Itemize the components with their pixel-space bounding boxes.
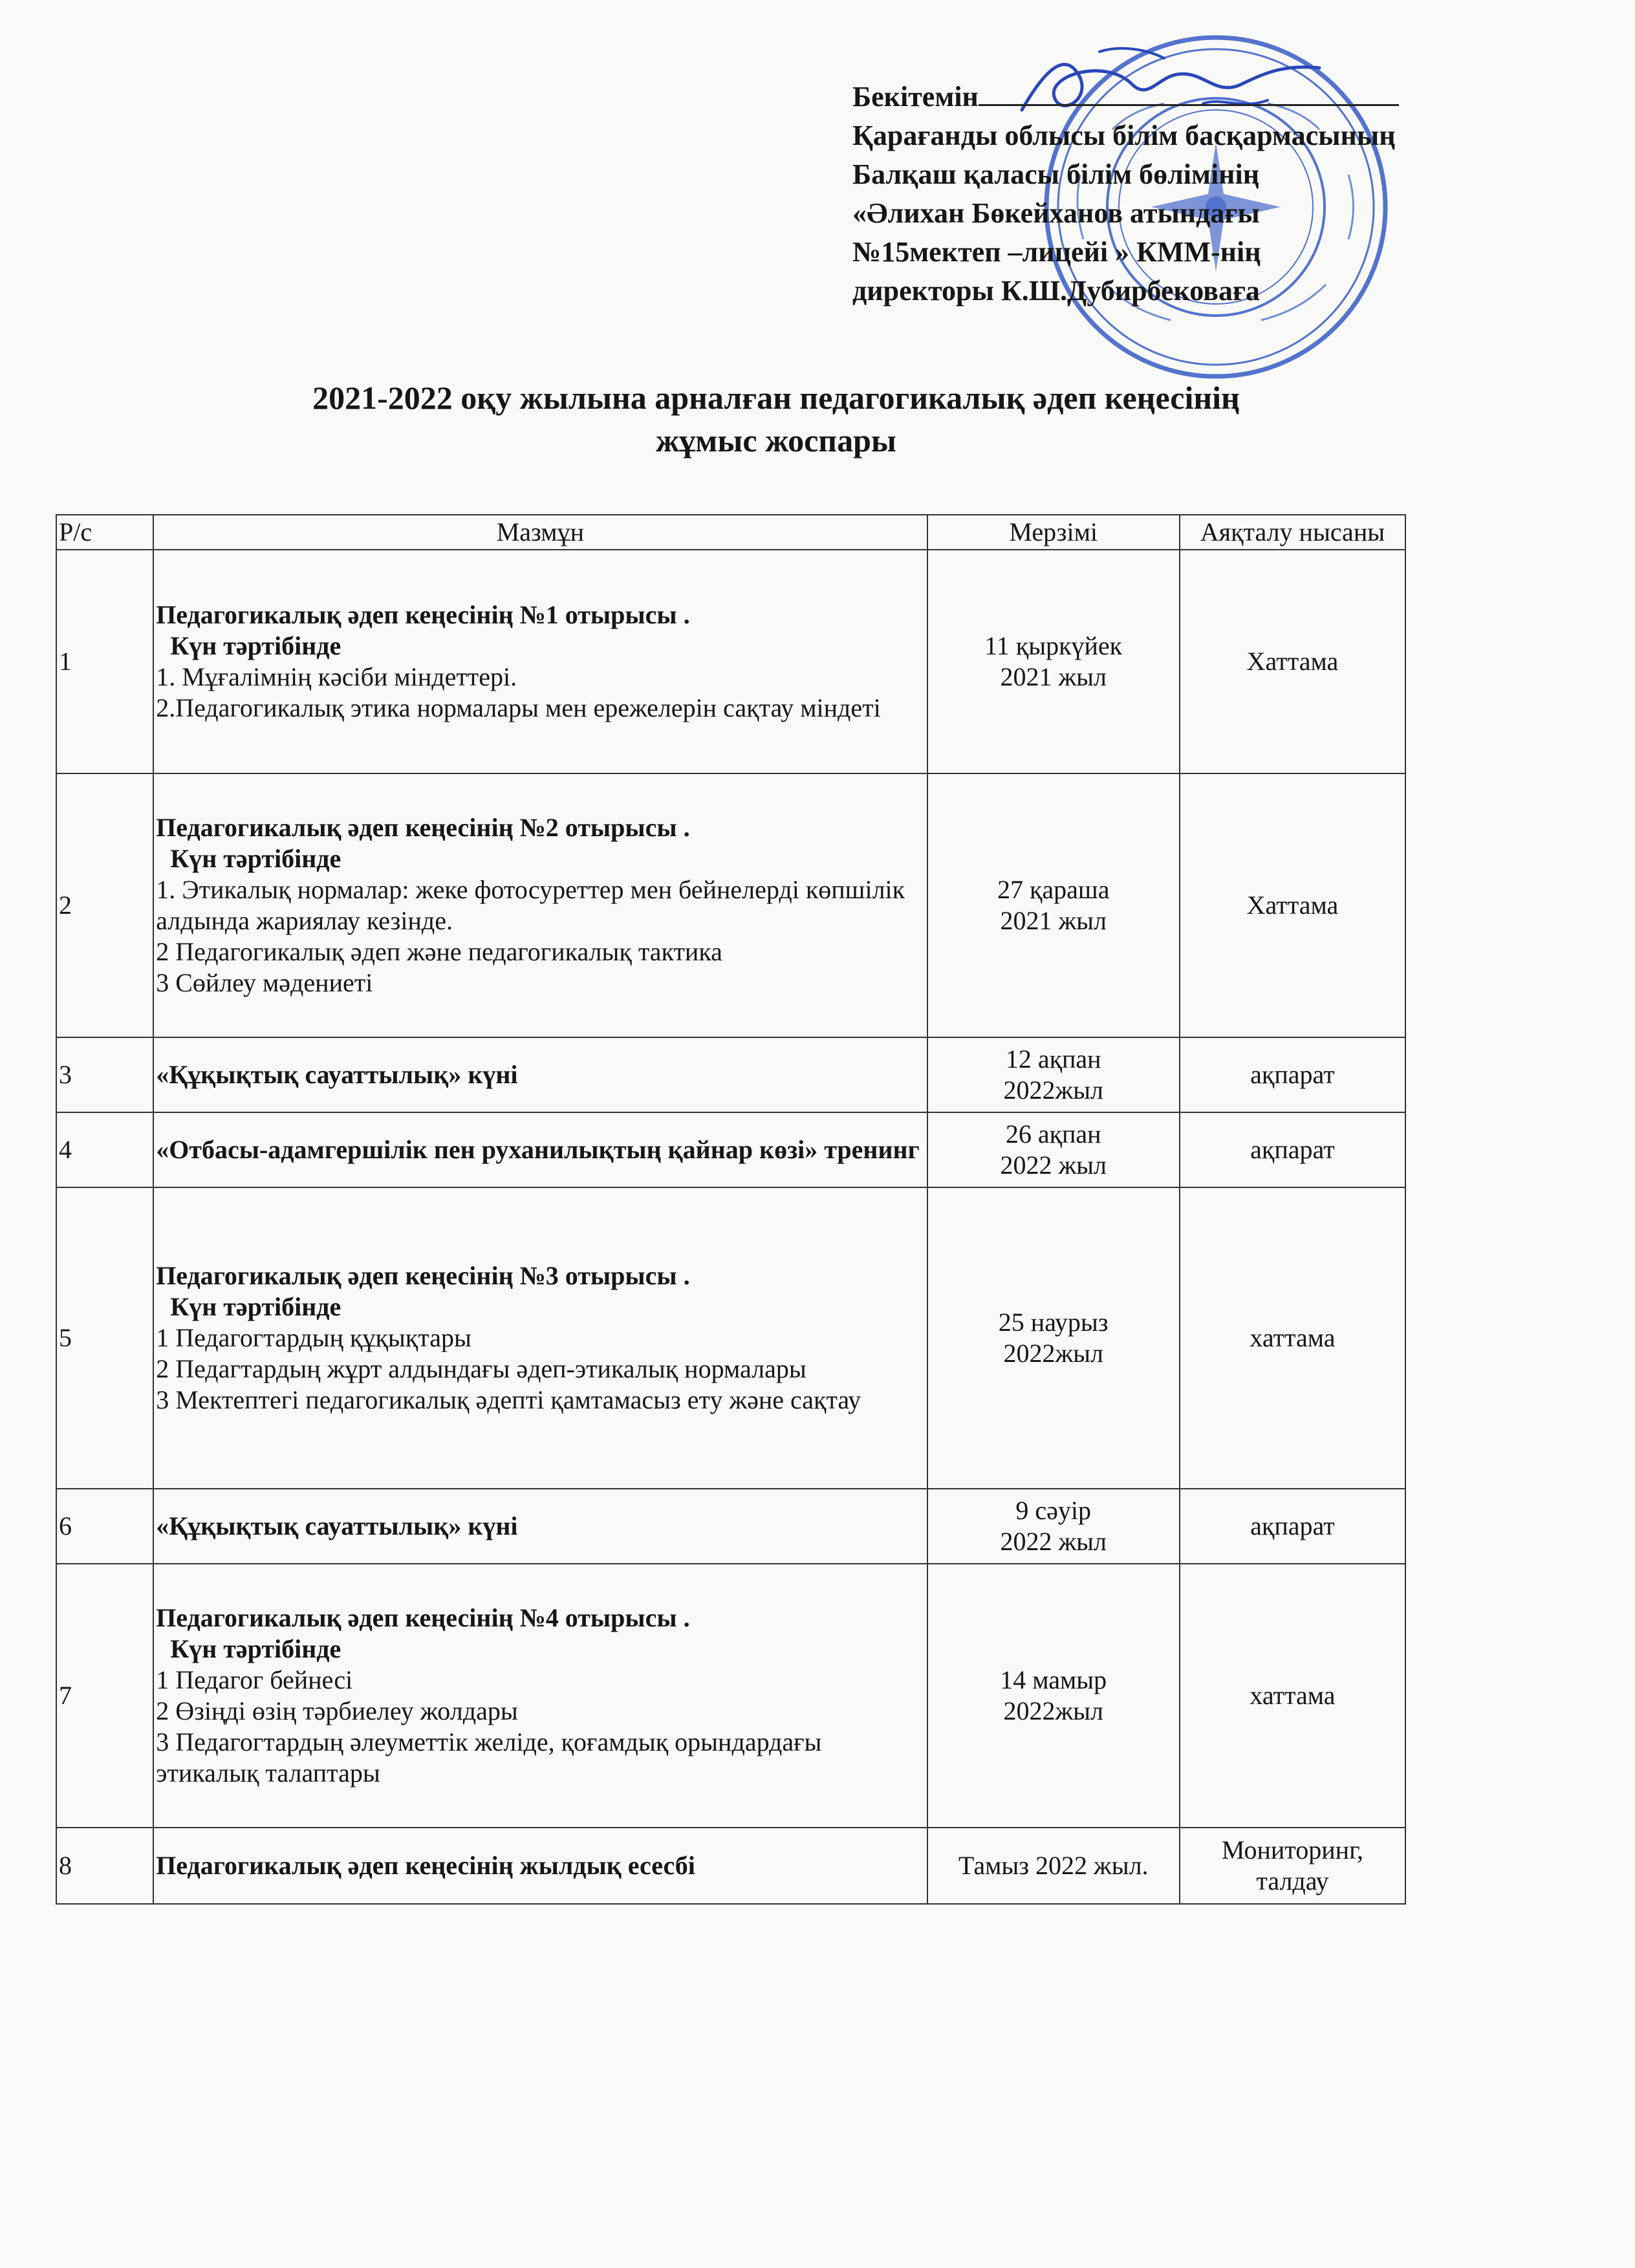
agenda-label: Күн тәртібінде (170, 1292, 341, 1321)
agenda-label: Күн тәртібінде (170, 631, 341, 660)
agenda-item: 3 Педагогтардың әлеуметтік желіде, қоғамдық орындардағы этикалық талаптары (156, 1727, 822, 1787)
agenda-item: 2 Өзіңді өзің тәрбиелеу жолдары (156, 1696, 518, 1725)
row-form: хаттама (1180, 1564, 1405, 1828)
row-form: ақпарат (1180, 1037, 1405, 1112)
date-line: 12 ақпан (1005, 1044, 1101, 1074)
header-content: Мазмұн (153, 515, 927, 550)
agenda-item: 1. Этикалық нормалар: жеке фотосуреттер мен бейнелерді көпшілік алдында жариялау кезінде. (156, 875, 905, 935)
date-line: 2021 жыл (1000, 662, 1107, 691)
agenda-label: Күн тәртібінде (170, 1634, 341, 1663)
row-content (153, 773, 927, 1037)
agenda-item: 1 Педагог бейнесі (156, 1665, 353, 1694)
table-row (56, 1187, 1405, 1489)
row-num: 8 (56, 1828, 153, 1904)
row-content (153, 550, 927, 773)
row-title: Педагогикалық әдеп кеңесінің №1 отырысы . (156, 600, 690, 629)
table-row (56, 1828, 1405, 1904)
row-date (927, 1187, 1180, 1489)
approval-label: Бекітемін (852, 81, 979, 113)
table-row (56, 1037, 1405, 1112)
row-content (153, 1564, 927, 1828)
plan-table (56, 514, 1406, 1905)
row-title: «Құқықтық сауаттылық» күні (156, 1511, 518, 1540)
row-form: Мониторинг, талдау (1180, 1828, 1405, 1904)
agenda-item: 1 Педагогтардың құқықтары (156, 1323, 471, 1352)
table-row (56, 773, 1405, 1037)
title-line-1: 2021-2022 оқу жылына арналған педагогикалық әдеп кеңесінің (312, 380, 1240, 416)
row-content (153, 1828, 927, 1904)
date-line: 2022 жыл (1000, 1527, 1107, 1556)
row-date (927, 1828, 1180, 1904)
agenda-label: Күн тәртібінде (170, 844, 341, 873)
row-form: Хаттама (1180, 773, 1405, 1037)
agenda-item: 2 Педагогикалық әдеп және педагогикалық тактика (156, 937, 722, 966)
row-date (927, 1112, 1180, 1187)
signature-line (979, 78, 1399, 106)
row-num: 7 (56, 1564, 153, 1828)
row-date (927, 773, 1180, 1037)
header-num: Р/с (56, 515, 153, 550)
date-line: 11 қыркүйек (984, 631, 1123, 660)
row-num: 4 (56, 1112, 153, 1187)
table-header-row (56, 515, 1405, 550)
agenda-item: 3 Мектептегі педагогикалық әдепті қамтамасыз ету және сақтау (156, 1385, 861, 1414)
row-date (927, 1564, 1180, 1828)
row-num: 5 (56, 1187, 153, 1489)
row-title: «Құқықтық сауаттылық» күні (156, 1060, 518, 1089)
row-title: «Отбасы-адамгершілік пен руханилықтың қайнар көзі» тренинг (156, 1135, 920, 1164)
table-row (56, 1112, 1405, 1187)
date-line: 27 қараша (997, 875, 1110, 904)
header-date: Мерзімі (927, 515, 1180, 550)
row-num: 6 (56, 1489, 153, 1564)
date-line: 2022 жыл (1000, 1150, 1107, 1180)
row-content (153, 1037, 927, 1112)
table-row (56, 1564, 1405, 1828)
row-form: ақпарат (1180, 1489, 1405, 1564)
date-line: Тамыз 2022 жыл. (958, 1851, 1149, 1880)
row-title: Педагогикалық әдеп кеңесінің №2 отырысы . (156, 813, 690, 842)
approval-line: «Әлихан Бөкейханов атындағы (852, 197, 1260, 229)
row-content (153, 1489, 927, 1564)
approval-block (852, 78, 1499, 310)
row-title: Педагогикалық әдеп кеңесінің жылдық есесбі (156, 1851, 695, 1880)
agenda-item: 1. Мұғалімнің кәсіби міндеттері. (156, 662, 517, 691)
document-title (129, 376, 1423, 462)
date-line: 26 ақпан (1005, 1119, 1101, 1149)
row-num: 1 (56, 550, 153, 773)
date-line: 2022жыл (1003, 1696, 1103, 1725)
approval-line: Балқаш қаласы білім бөлімінің (852, 158, 1260, 190)
row-date (927, 550, 1180, 773)
table-row (56, 550, 1405, 773)
agenda-item: 2.Педагогикалық этика нормалары мен ережелерін сақтау міндеті (156, 693, 881, 722)
approval-line: директоры К.Ш.Дубирбековаға (852, 275, 1260, 307)
date-line: 25 наурыз (998, 1308, 1109, 1337)
agenda-item: 3 Сөйлеу мәдениеті (156, 968, 373, 997)
date-line: 14 мамыр (1000, 1665, 1107, 1694)
row-content (153, 1112, 927, 1187)
row-content (153, 1187, 927, 1489)
date-line: 9 сәуір (1015, 1496, 1092, 1525)
row-num: 2 (56, 773, 153, 1037)
row-title: Педагогикалық әдеп кеңесінің №3 отырысы . (156, 1261, 690, 1290)
agenda-item: 2 Педагтардың жұрт алдындағы әдеп-этикалық нормалары (156, 1354, 807, 1383)
row-form: хаттама (1180, 1187, 1405, 1489)
date-line: 2022жыл (1003, 1075, 1103, 1105)
date-line: 2021 жыл (1000, 906, 1107, 935)
approval-line: Қарағанды облысы білім басқармасының (852, 120, 1396, 151)
row-num: 3 (56, 1037, 153, 1112)
row-date (927, 1489, 1180, 1564)
row-date (927, 1037, 1180, 1112)
date-line: 2022жыл (1003, 1339, 1103, 1368)
row-form: ақпарат (1180, 1112, 1405, 1187)
row-title: Педагогикалық әдеп кеңесінің №4 отырысы . (156, 1603, 690, 1632)
approval-line: №15мектеп –лицейі » КММ-нің (852, 236, 1261, 268)
row-form: Хаттама (1180, 550, 1405, 773)
table-row (56, 1489, 1405, 1564)
header-form: Аяқталу нысаны (1180, 515, 1405, 550)
title-line-2: жұмыс жоспары (656, 422, 896, 459)
